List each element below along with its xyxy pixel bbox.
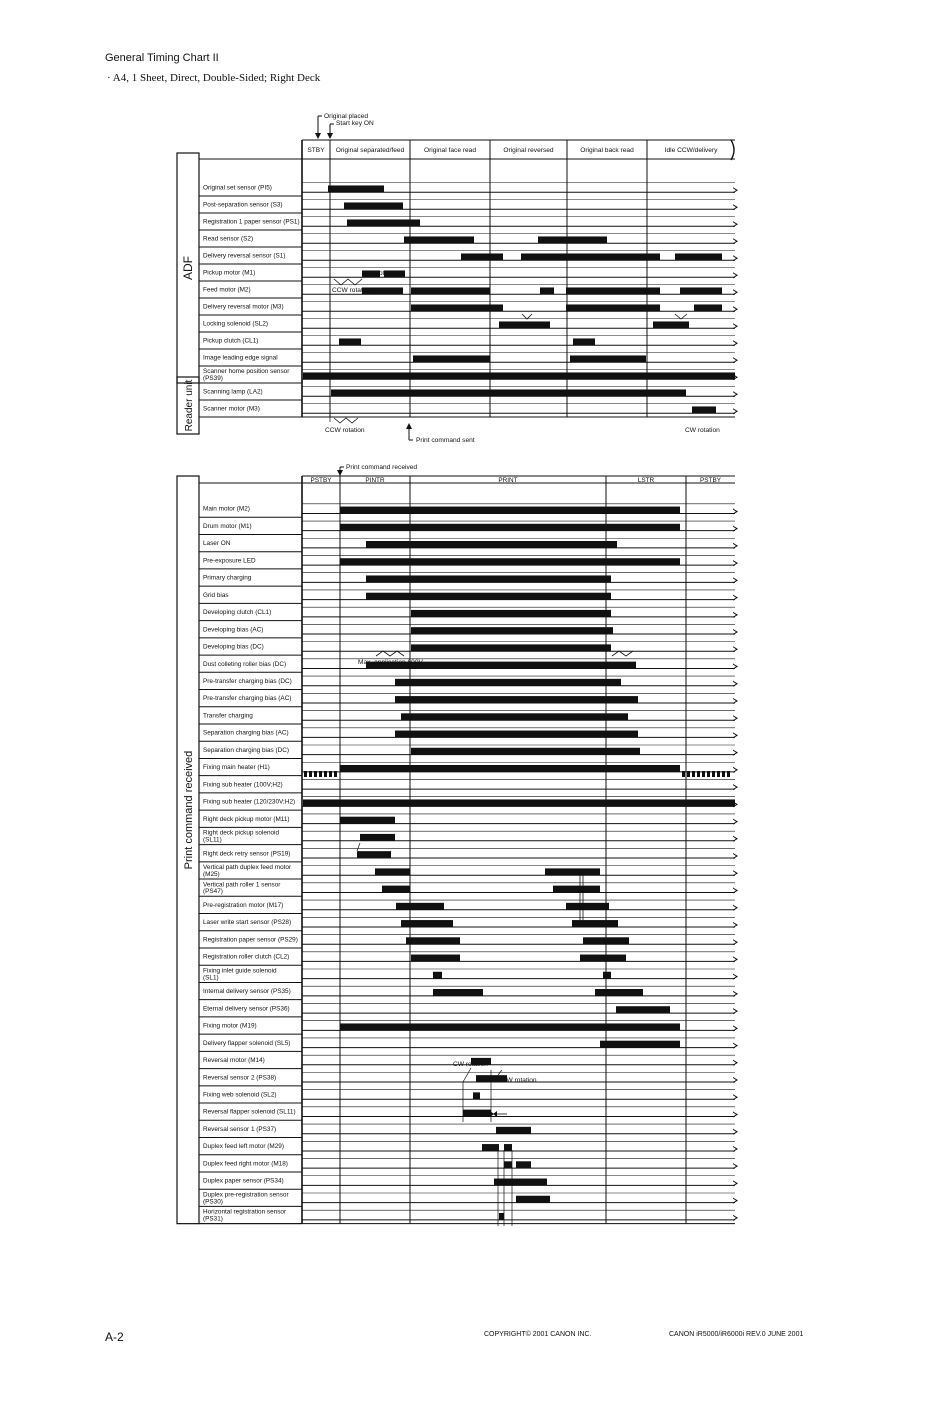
print-chart-signal-pulse: [504, 1144, 512, 1151]
heater-standby-pulse: [324, 771, 327, 777]
adf-chart-signal-label: Locking solenoid (SL2): [203, 320, 269, 328]
adf-chart-continuation-arrow: [733, 221, 738, 227]
print-chart-signal-pulse: [572, 920, 618, 927]
print-chart-continuation-arrow: [733, 991, 738, 997]
print-chart-signal-label: Pre-exposure LED: [203, 557, 256, 565]
group-label: Reader unit: [184, 379, 195, 432]
group-label: Print command received: [183, 750, 195, 870]
heater-standby-pulse: [687, 771, 690, 777]
print-chart-continuation-arrow: [733, 595, 738, 601]
adf-chart-signal-pulse: [694, 304, 722, 311]
page-subtitle: · A4, 1 Sheet, Direct, Double-Sided; Right Deck: [107, 72, 321, 84]
print-chart-continuation-arrow: [733, 1180, 738, 1186]
print-chart-signal-label: Reversal sensor 1 (PS37): [203, 1125, 277, 1133]
print-chart-continuation-arrow: [733, 905, 738, 911]
adf-chart-phase-label: Original back read: [580, 147, 634, 154]
print-chart-signal-label: Laser ON: [203, 540, 231, 548]
adf-chart-signal-label: (PS39): [203, 374, 223, 382]
cw-rotation-label: CW rotation: [364, 270, 399, 277]
adf-chart-phase-label: STBY: [307, 147, 325, 154]
print-chart-signal-label: Duplex feed left motor (M29): [203, 1143, 284, 1151]
print-chart-signal-pulse: [406, 937, 460, 944]
adf-chart-signal-pulse: [570, 355, 646, 362]
heater-standby-pulse: [717, 771, 720, 777]
heater-standby-pulse: [329, 771, 332, 777]
print-chart-continuation-arrow: [733, 1163, 738, 1169]
scanner-ccw-pattern: [334, 418, 358, 423]
adf-chart-continuation-arrow: [733, 238, 738, 244]
print-chart-signal-pulse: [482, 1144, 499, 1151]
print-chart-signal-pulse: [401, 920, 453, 927]
print-chart-continuation-arrow: [733, 1146, 738, 1152]
start-key-arrow: [327, 133, 333, 139]
heater-standby-pulse: [319, 771, 322, 777]
print-chart-continuation-arrow: [733, 646, 738, 652]
print-chart-continuation-arrow: [733, 543, 738, 549]
print-chart-signal-pulse: [433, 989, 483, 996]
adf-chart-signal-pulse: [328, 185, 384, 192]
print-chart-signal-pulse: [411, 748, 640, 755]
print-chart-signal-pulse: [340, 765, 680, 772]
heater-standby-pulse: [314, 771, 317, 777]
print-chart-signal-label: Pre-registration motor (M17): [203, 901, 284, 909]
print-chart-continuation-arrow: [733, 939, 738, 945]
adf-chart-signal-pulse: [331, 389, 686, 396]
adf-chart-signal-label: Post-separation sensor (S3): [203, 201, 283, 209]
print-chart-signal-pulse: [494, 1179, 547, 1186]
print-chart-signal-label: (SL1): [203, 974, 219, 982]
print-chart-signal-label: Reversal flapper solenoid (SL11): [203, 1108, 296, 1116]
copyright-text: COPYRIGHT© 2001 CANON INC.: [484, 1331, 592, 1338]
print-chart-signal-pulse: [382, 886, 410, 893]
ccw-rotation-label: CCW rotation: [332, 287, 372, 294]
print-chart-continuation-arrow: [733, 836, 738, 842]
print-chart-signal-label: Registration paper sensor (PS29): [203, 936, 298, 944]
original-placed-label: Original placed: [324, 113, 368, 120]
adf-chart-signal-pulse: [347, 219, 420, 226]
adf-chart-signal-pulse: [411, 304, 503, 311]
print-chart-signal-label: Pre-transfer charging bias (DC): [203, 677, 292, 685]
print-chart-signal-label: (PS30): [203, 1198, 223, 1206]
print-chart-continuation-arrow: [733, 784, 738, 790]
print-chart-signal-pulse: [411, 644, 611, 651]
adf-chart-signal-label: Scanner motor (M3): [203, 405, 260, 413]
print-chart-signal-pulse: [566, 903, 609, 910]
reversal-pattern: [522, 314, 532, 319]
print-chart-signal-pulse: [395, 679, 621, 686]
print-chart-signal-label: Internal delivery sensor (PS35): [203, 988, 291, 996]
print-chart-signal-label: Right deck retry sensor (PS19): [203, 850, 291, 858]
print-chart-continuation-arrow: [733, 1215, 738, 1221]
print-chart-continuation-arrow: [733, 1025, 738, 1031]
adf-chart-signal-label: Delivery reversal sensor (S1): [203, 252, 286, 260]
print-chart-continuation-arrow: [733, 629, 738, 635]
heater-standby-pulse: [702, 771, 705, 777]
ccw-rotation-bottom-label: CCW rotation: [325, 427, 365, 434]
print-chart-signal-label: (PS47): [203, 888, 223, 896]
print-chart-signal-label: (SL11): [203, 836, 222, 844]
adf-chart-signal-label: Feed motor (M2): [203, 286, 251, 294]
adf-chart-continuation-arrow: [733, 357, 738, 363]
print-chart-continuation-arrow: [733, 1043, 738, 1049]
print-chart-signal-label: Duplex feed right motor (M18): [203, 1160, 288, 1168]
print-chart-continuation-arrow: [733, 681, 738, 687]
heater-standby-pulse: [727, 771, 730, 777]
print-chart-signal-label: Duplex paper sensor (PS34): [203, 1177, 284, 1185]
heater-standby-pulse: [707, 771, 710, 777]
print-chart-continuation-arrow: [733, 1077, 738, 1083]
heater-standby-pulse: [309, 771, 312, 777]
print-chart-phase-label: LSTR: [637, 477, 655, 484]
page-number: A-2: [105, 1330, 124, 1344]
print-chart-signal-label: Eternal delivery sensor (PS36): [203, 1005, 290, 1013]
adf-chart-phase-label: Original reversed: [503, 147, 554, 154]
print-chart-signal-label: Right deck pickup solenoid: [203, 829, 280, 837]
print-chart-signal-label: Pre-transfer charging bias (AC): [203, 695, 292, 703]
adf-chart-signal-pulse: [540, 287, 554, 294]
print-chart-signal-pulse: [499, 1213, 504, 1220]
adf-chart-signal-pulse: [692, 406, 716, 413]
adf-chart-phase-label: Original face read: [423, 147, 477, 154]
print-chart-signal-label: Fixing web solenoid (SL2): [203, 1091, 277, 1099]
print-chart-signal-pulse: [595, 989, 643, 996]
adf-chart-signal-pulse: [344, 202, 403, 209]
print-chart-continuation-arrow: [733, 767, 738, 773]
print-chart-continuation-arrow: [733, 1008, 738, 1014]
print-chart-signal-pulse: [616, 1006, 670, 1013]
adf-chart-signal-label: Pickup clutch (CL1): [203, 337, 259, 345]
adf-chart-continuation-arrow: [733, 187, 738, 193]
print-chart-signal-label: Developing clutch (CL1): [203, 609, 272, 617]
print-chart-signal-label: Laser write start sensor (PS28): [203, 919, 292, 927]
adf-chart-signal-pulse: [680, 287, 722, 294]
print-chart-signal-pulse: [357, 851, 391, 858]
adf-chart-wavy-edge: [731, 140, 734, 160]
print-chart-continuation-arrow: [733, 732, 738, 738]
ccw-rotation-label: CCW rotation: [497, 1077, 537, 1084]
print-chart-signal-pulse: [600, 1041, 680, 1048]
print-chart-signal-label: Fixing inlet guide solenoid: [203, 967, 277, 975]
pickup-motor-ccw-pattern: [334, 279, 362, 285]
print-chart-signal-pulse: [395, 696, 638, 703]
print-chart-signal-pulse: [411, 610, 611, 617]
print-chart-signal-pulse: [496, 1127, 531, 1134]
print-chart-signal-label: Separation charging bias (DC): [203, 746, 289, 754]
adf-chart-continuation-arrow: [733, 204, 738, 210]
print-chart-signal-label: Right deck pickup motor (M11): [203, 815, 290, 823]
adf-chart-signal-label: Scanning lamp (LA2): [203, 388, 263, 396]
print-chart-signal-pulse: [411, 955, 460, 962]
adf-chart-signal-pulse: [573, 338, 595, 345]
print-chart-signal-pulse: [340, 558, 680, 565]
print-chart-continuation-arrow: [733, 612, 738, 618]
print-chart-signal-pulse: [473, 1092, 480, 1099]
adf-chart-signal-label: Pickup motor (M1): [203, 269, 256, 277]
adf-chart-signal-label: Image leading edge signal: [203, 354, 278, 362]
cw-rotation-leader: [463, 1068, 471, 1082]
print-chart-signal-pulse: [340, 817, 395, 824]
print-chart-phase-label: PRINT: [498, 477, 518, 484]
adf-chart-signal-pulse: [538, 236, 607, 243]
print-chart-continuation-arrow: [733, 577, 738, 583]
print-chart-signal-pulse: [603, 972, 611, 979]
print-chart-signal-label: Horizontal registration sensor: [203, 1208, 287, 1216]
adf-chart-continuation-arrow: [733, 391, 738, 397]
original-placed-arrow: [315, 133, 321, 139]
print-chart-continuation-arrow: [733, 819, 738, 825]
print-command-received-label: Print command received: [346, 464, 418, 471]
cw-rotation-bottom-label: CW rotation: [685, 427, 720, 434]
print-chart-continuation-arrow: [733, 1111, 738, 1117]
print-command-arrow: [406, 423, 412, 429]
print-chart-signal-pulse: [366, 593, 611, 600]
print-chart-continuation-arrow: [733, 715, 738, 721]
print-chart-signal-label: Grid bias: [203, 591, 229, 599]
print-chart-signal-pulse: [504, 1161, 512, 1168]
adf-chart-phase-label: Idle CCW/delivery: [664, 147, 718, 154]
print-chart-continuation-arrow: [733, 974, 738, 980]
print-chart-signal-pulse: [401, 713, 628, 720]
print-chart-signal-label: Duplex pre-registration sensor: [203, 1191, 289, 1199]
heater-standby-pulse: [722, 771, 725, 777]
adf-chart-signal-pulse: [566, 287, 660, 294]
print-chart-signal-label: Reversal motor (M14): [203, 1057, 265, 1065]
print-chart-signal-label: Fixing sub heater (100V;H2): [203, 781, 283, 789]
adf-chart-signal-pulse: [303, 372, 735, 379]
print-chart-continuation-arrow: [733, 526, 738, 532]
adf-chart-continuation-arrow: [733, 306, 738, 312]
adf-chart-signal-label: Original set sensor (PI5): [203, 184, 272, 192]
adf-chart-signal-label: Scanner home position sensor: [203, 368, 290, 376]
print-chart-signal-label: Vertical path duplex feed motor: [203, 864, 292, 872]
print-chart-signal-pulse: [545, 868, 600, 875]
max-application-label: Max. application 600V: [358, 659, 423, 666]
print-chart-signal-pulse: [396, 903, 444, 910]
print-chart-signal-label: Fixing motor (M19): [203, 1022, 257, 1030]
adf-chart-signal-label: Registration 1 paper sensor (PS1): [203, 218, 300, 226]
print-chart-signal-label: Drum motor (M1): [203, 522, 252, 530]
print-chart-continuation-arrow: [733, 1129, 738, 1135]
print-chart-signal-pulse: [366, 575, 611, 582]
print-chart-phase-label: PSTBY: [700, 477, 721, 484]
print-chart-signal-pulse: [366, 541, 617, 548]
print-chart-signal-label: Registration roller clutch (CL2): [203, 953, 290, 961]
print-chart-signal-label: Vertical path roller 1 sensor: [203, 881, 281, 889]
print-chart-continuation-arrow: [733, 956, 738, 962]
retry-sensor-leader: [357, 843, 360, 851]
print-chart-continuation-arrow: [733, 853, 738, 859]
print-chart-continuation-arrow: [733, 922, 738, 928]
adf-chart-signal-pulse: [566, 304, 660, 311]
adf-chart-phase-label: Original separated/feed: [335, 147, 405, 154]
print-chart-signal-label: Fixing sub heater (120/230V;H2): [203, 798, 296, 806]
print-chart-signal-pulse: [463, 1110, 491, 1117]
heater-standby-pulse: [682, 771, 685, 777]
heater-standby-pulse: [697, 771, 700, 777]
adf-chart-signal-pulse: [413, 355, 490, 362]
print-chart-signal-pulse: [516, 1161, 531, 1168]
adf-chart-continuation-arrow: [733, 323, 738, 329]
print-chart-signal-pulse: [433, 972, 442, 979]
print-chart-signal-pulse: [340, 1023, 680, 1030]
print-chart-continuation-arrow: [733, 870, 738, 876]
heater-standby-pulse: [692, 771, 695, 777]
print-chart-signal-label: Main motor (M2): [203, 505, 250, 513]
adf-chart-signal-pulse: [499, 321, 550, 328]
print-chart-continuation-arrow: [733, 1060, 738, 1066]
print-chart-phase-label: PSTBY: [310, 477, 332, 484]
print-chart-continuation-arrow: [733, 560, 738, 566]
print-chart-continuation-arrow: [733, 887, 738, 893]
print-chart-signal-pulse: [553, 886, 600, 893]
cw-rotation-label: CW rotation: [453, 1061, 488, 1068]
print-chart-signal-label: (PS31): [203, 1215, 223, 1223]
adf-chart-continuation-arrow: [733, 255, 738, 261]
print-chart-signal-pulse: [516, 1196, 550, 1203]
print-chart-signal-pulse: [360, 834, 395, 841]
print-command-sent-label: Print command sent: [416, 437, 475, 444]
print-command-received-arrow: [337, 470, 343, 476]
print-chart-phase-label: PINTR: [365, 477, 385, 484]
print-chart-continuation-arrow: [733, 750, 738, 756]
idle-pattern: [675, 314, 687, 319]
revision-text: CANON iR5000/iR6000i REV.0 JUNE 2001: [669, 1331, 804, 1338]
adf-chart-signal-pulse: [521, 253, 660, 260]
print-chart-signal-pulse: [375, 868, 410, 875]
adf-chart-signal-pulse: [675, 253, 722, 260]
print-chart-signal-label: Separation charging bias (AC): [203, 729, 289, 737]
adf-chart-signal-label: Read sensor (S2): [203, 235, 254, 243]
adf-chart-signal-label: Delivery reversal motor (M3): [203, 303, 284, 311]
print-chart-signal-pulse: [580, 955, 626, 962]
print-chart-continuation-arrow: [733, 698, 738, 704]
print-chart-signal-pulse: [583, 937, 629, 944]
print-chart-signal-label: Dust colleting roller bias (DC): [203, 660, 287, 668]
adf-chart-signal-pulse: [339, 338, 361, 345]
heater-standby-pulse: [712, 771, 715, 777]
adf-chart-signal-pulse: [461, 253, 503, 260]
group-label: ADF: [181, 256, 195, 280]
print-chart-signal-pulse: [340, 524, 680, 531]
print-chart-signal-label: Developing bias (AC): [203, 626, 264, 634]
heater-standby-pulse: [334, 771, 337, 777]
print-chart-signal-pulse: [340, 507, 680, 514]
print-chart-signal-pulse: [411, 627, 613, 634]
print-chart-signal-label: Primary charging: [203, 574, 252, 582]
print-chart-continuation-arrow: [733, 1094, 738, 1100]
page-title: General Timing Chart II: [105, 52, 219, 64]
adf-chart-continuation-arrow: [733, 289, 738, 295]
print-chart-signal-label: Transfer charging: [203, 712, 253, 720]
adf-chart-signal-pulse: [411, 287, 490, 294]
print-chart-signal-pulse: [303, 799, 735, 806]
adf-chart-continuation-arrow: [733, 408, 738, 414]
print-chart-signal-label: (M25): [203, 870, 220, 878]
adf-chart-signal-pulse: [404, 236, 474, 243]
print-chart-continuation-arrow: [733, 1198, 738, 1204]
print-chart-signal-label: Developing bias (DC): [203, 643, 264, 651]
adf-chart-signal-pulse: [653, 321, 689, 328]
print-chart-signal-label: Reversal sensor 2 (PS38): [203, 1074, 277, 1082]
print-chart-signal-label: Fixing main heater (H1): [203, 764, 270, 772]
print-chart-signal-pulse: [395, 731, 638, 738]
adf-chart-continuation-arrow: [733, 272, 738, 278]
heater-standby-pulse: [304, 771, 307, 777]
print-chart-signal-label: Delivery flapper solenoid (SL5): [203, 1039, 291, 1047]
adf-chart-continuation-arrow: [733, 340, 738, 346]
print-chart-continuation-arrow: [733, 508, 738, 514]
start-key-label: Start key ON: [336, 120, 374, 127]
print-chart-continuation-arrow: [733, 664, 738, 670]
